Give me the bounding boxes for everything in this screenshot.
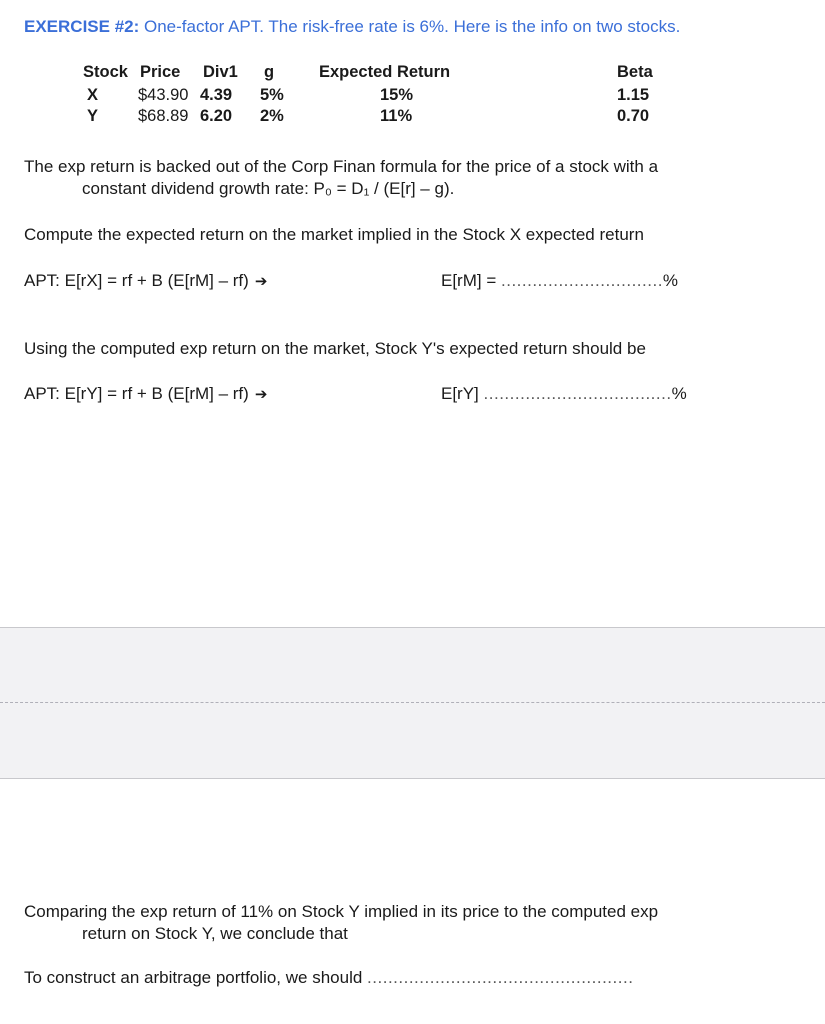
q2-prompt: Using the computed exp return on the market, Stock Y's expected return should be: [24, 339, 646, 358]
table-row-price: $68.89: [138, 107, 189, 125]
q1-prompt: Compute the expected return on the market implied in the Stock X expected return: [24, 225, 644, 244]
q1-answer-unit: %: [662, 271, 679, 290]
conclusion-line-2: return on Stock Y, we conclude that: [82, 924, 348, 943]
exercise-text: One-factor APT. The risk-free rate is 6%. Here is the info on two stocks.: [139, 17, 681, 36]
conclusion-paragraph: [24, 901, 784, 945]
table-row-g: 5%: [260, 86, 284, 104]
table-row-stock: Y: [87, 107, 99, 125]
table-row-expected-return: 15%: [380, 86, 414, 104]
table-row-expected-return: 11%: [380, 107, 413, 125]
table-row-beta: 1.15: [617, 86, 650, 104]
right-arrow-icon: ➔: [254, 386, 268, 403]
arbitrage-row[interactable]: [24, 968, 633, 988]
header-stock: Stock: [83, 63, 128, 81]
table-row-div1: 6.20: [200, 107, 233, 125]
conclusion-line-1: Comparing the exp return of 11% on Stock Y implied in its price to the computed exp: [24, 902, 659, 921]
q2-answer-blank[interactable]: ....................................: [483, 384, 672, 403]
header-expected-return: Expected Return: [319, 63, 451, 81]
table-row-g: 2%: [260, 107, 284, 125]
arbitrage-prompt: To construct an arbitrage portfolio, we should: [24, 968, 363, 987]
intro-paragraph: [24, 156, 784, 200]
q1-answer[interactable]: [441, 271, 678, 291]
q1-formula-row: [24, 271, 267, 291]
header-beta: Beta: [617, 63, 653, 81]
q2-answer-unit: %: [671, 384, 687, 403]
q2-answer[interactable]: [441, 384, 687, 404]
right-arrow-icon: ➔: [254, 273, 268, 290]
q1-answer-blank[interactable]: ...............................: [501, 271, 663, 290]
page-break-divider: [0, 702, 825, 703]
table-row-div1: 4.39: [200, 86, 233, 104]
table-row-stock: X: [87, 86, 99, 104]
stock-table: [0, 60, 825, 130]
header-g: g: [264, 63, 275, 81]
intro-line-1: The exp return is backed out of the Corp Finan formula for the price of a stock with a: [24, 157, 659, 176]
q1-formula: APT: E[rX] = rf + B (E[rM] – rf): [24, 271, 249, 290]
q2-formula: APT: E[rY] = rf + B (E[rM] – rf): [24, 384, 249, 403]
exercise-label: EXERCISE #2:: [24, 17, 140, 36]
header-price: Price: [140, 63, 181, 81]
exercise-title: [24, 16, 784, 38]
page-break-band: [0, 627, 825, 779]
header-div1: Div1: [203, 63, 238, 81]
intro-line-2: constant dividend growth rate: P₀ = D₁ / (E[r] – g).: [82, 179, 455, 198]
table-row-beta: 0.70: [617, 107, 650, 125]
table-row-price: $43.90: [138, 86, 189, 104]
arbitrage-answer-blank[interactable]: ...................................................: [367, 968, 634, 987]
q1-answer-label: E[rM] =: [441, 271, 497, 290]
q2-answer-label: E[rY]: [441, 384, 479, 403]
q2-formula-row: [24, 384, 267, 404]
